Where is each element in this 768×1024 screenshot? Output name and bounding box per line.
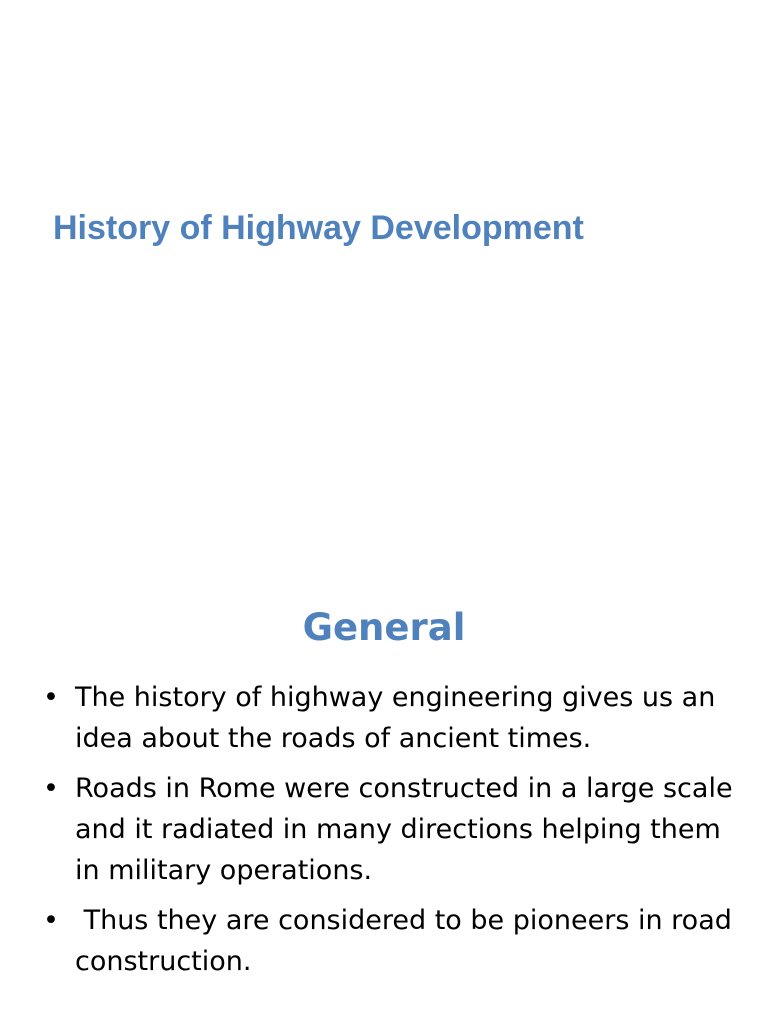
bullet-icon: •	[43, 905, 59, 936]
slide-title: History of Highway Development	[53, 209, 584, 247]
bullet-text: Thus they are considered to be pioneers in road construction.	[75, 905, 741, 977]
bullet-icon: •	[43, 773, 59, 804]
bullet-list	[40, 677, 740, 991]
bullet-icon: •	[43, 682, 59, 713]
bullet-item-history	[40, 677, 740, 759]
bullet-item-rome	[40, 768, 740, 891]
bullet-item-pioneers	[40, 900, 740, 982]
section-heading: General	[302, 606, 466, 649]
bullet-text: Roads in Rome were constructed in a large scale and it radiated in many directions helping them in military operations.	[75, 773, 733, 886]
bullet-text: The history of highway engineering gives us an idea about the roads of ancient times.	[75, 682, 716, 754]
